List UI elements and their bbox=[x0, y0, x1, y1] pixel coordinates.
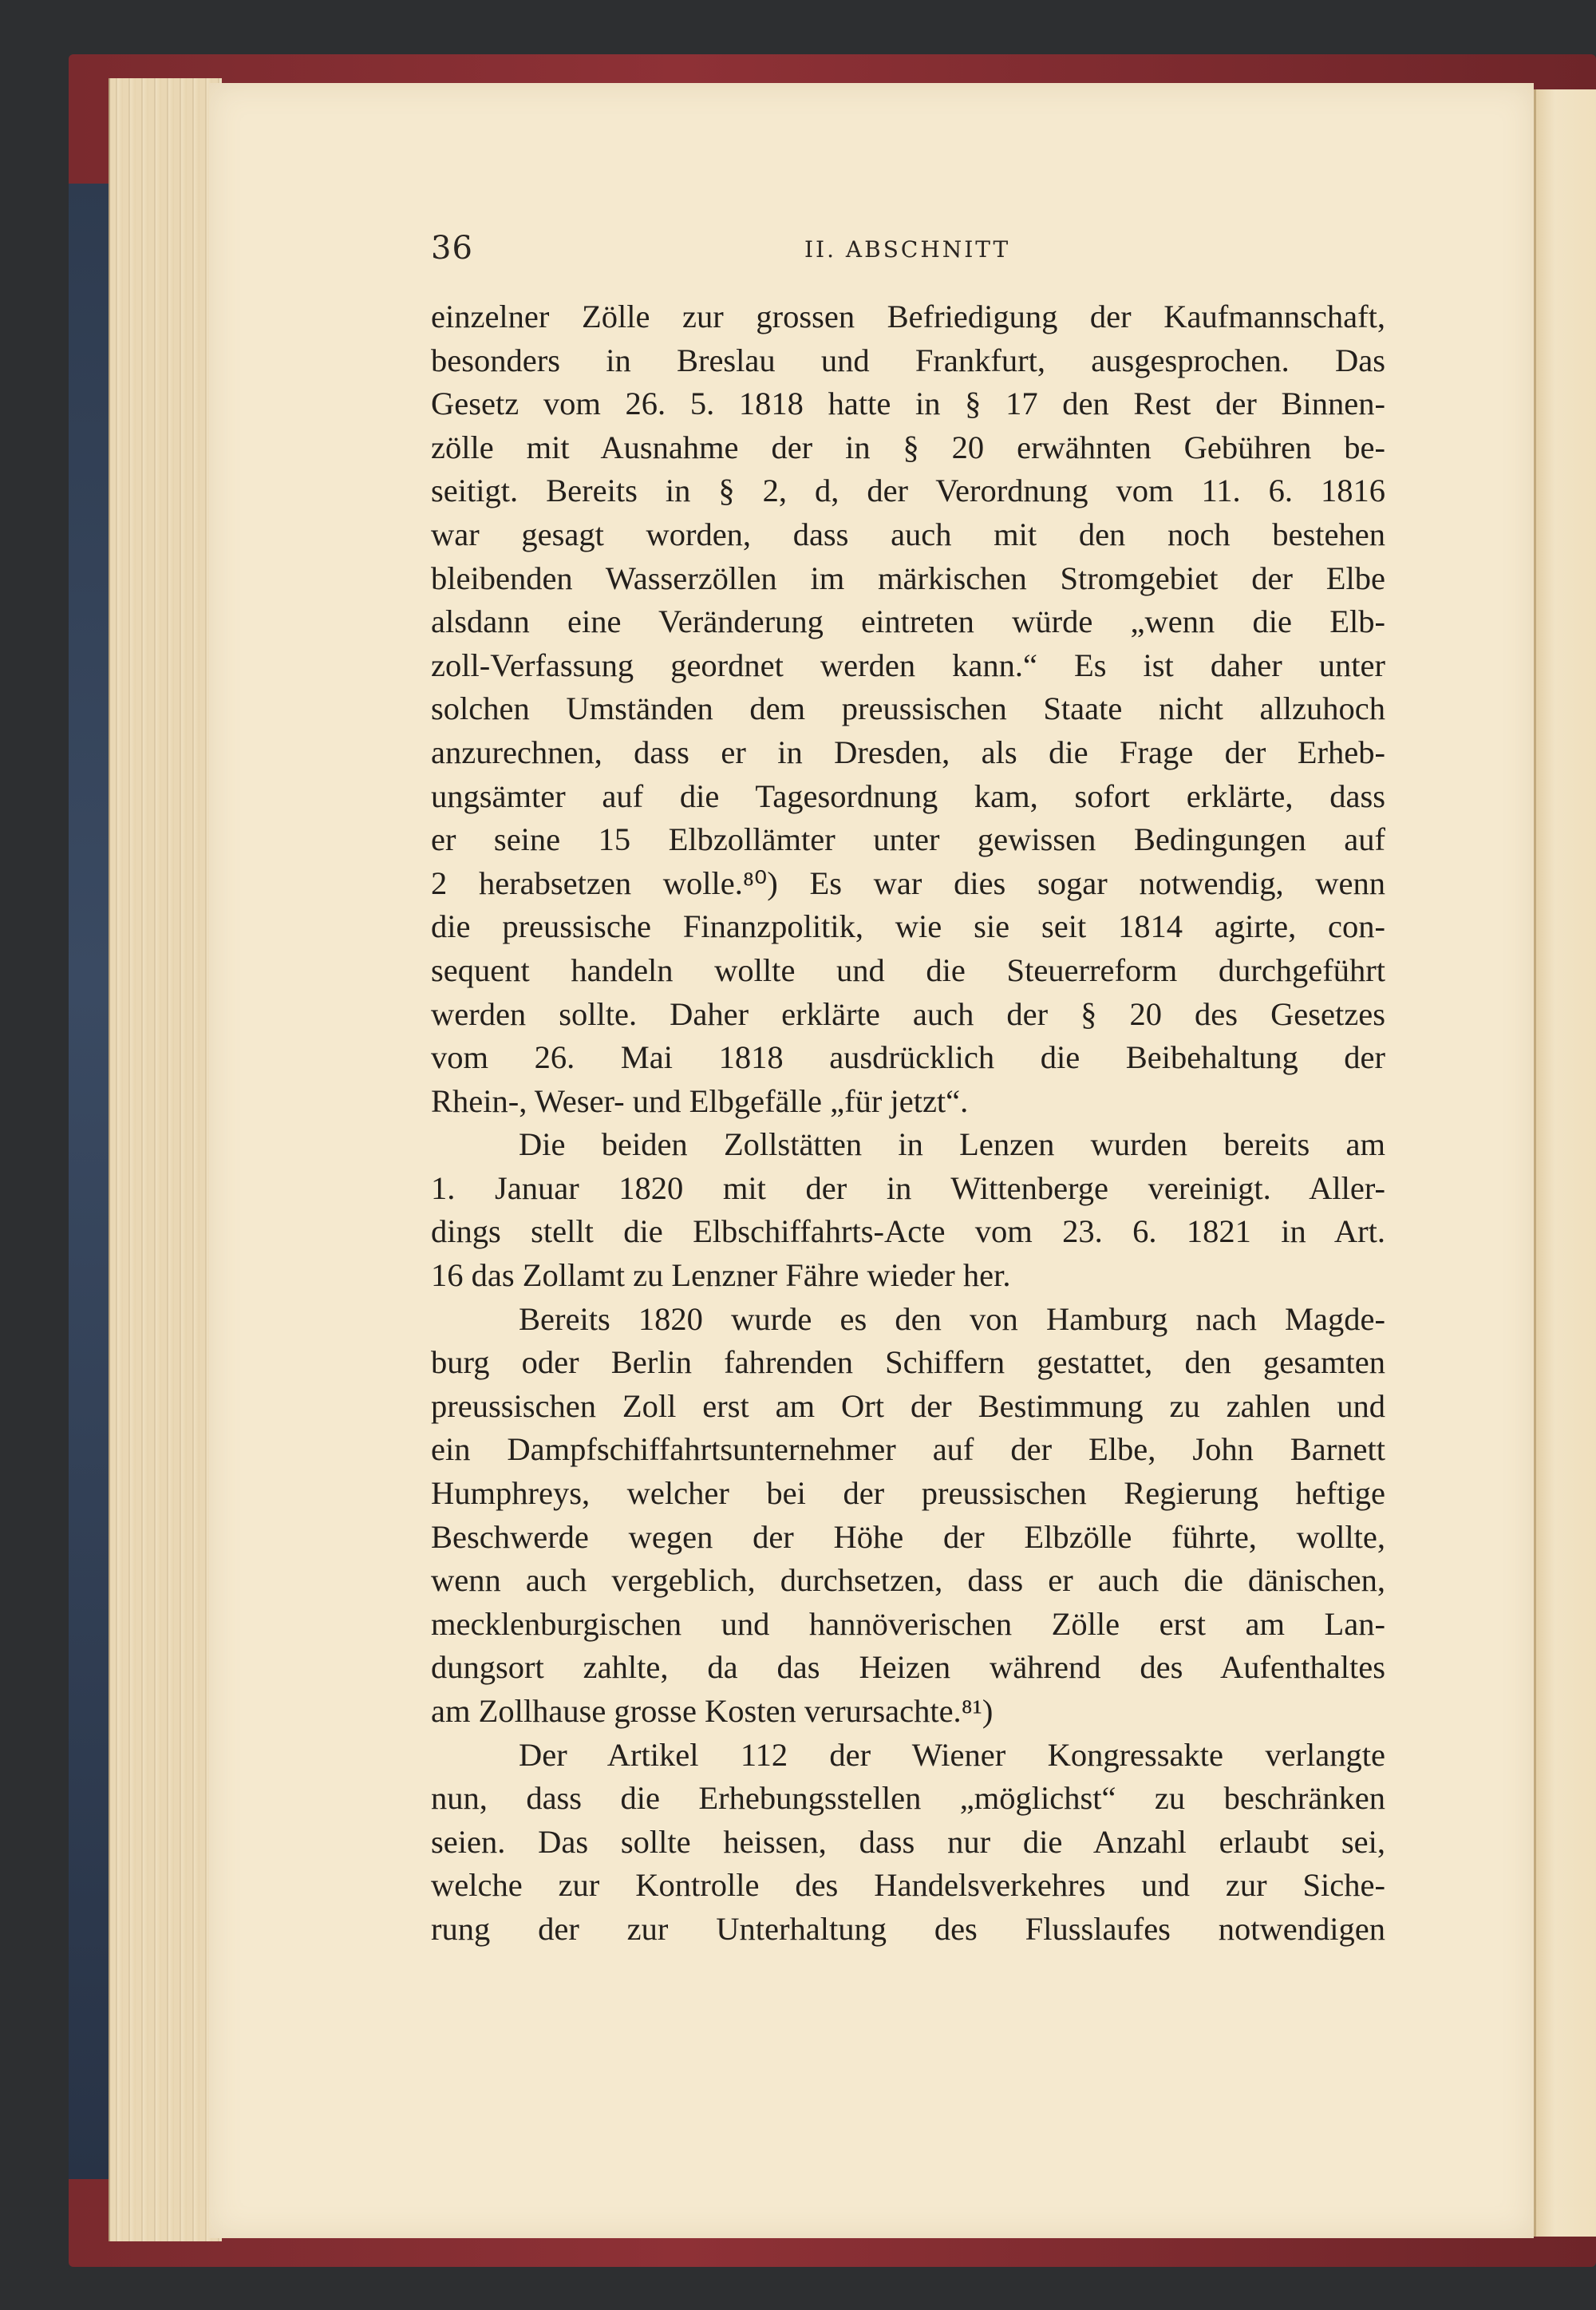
text-line: zoll-Verfassung geordnet werden kann.“ Es ist daher unter bbox=[431, 647, 1385, 683]
text-line: er seine 15 Elbzollämter unter gewissen Bedingungen auf bbox=[431, 821, 1385, 858]
page-number: 36 bbox=[431, 230, 473, 267]
text-line: vom 26. Mai 1818 ausdrücklich die Beibehaltung der bbox=[431, 1039, 1385, 1076]
text-line: 2 herabsetzen wolle.⁸⁰) Es war dies sogar notwendig, wenn bbox=[431, 864, 1385, 901]
text-line: solchen Umständen dem preussischen Staate nicht allzuhoch bbox=[431, 690, 1385, 727]
text-line: burg oder Berlin fahrenden Schiffern gestattet, den gesamten bbox=[431, 1344, 1385, 1381]
text-line: 16 das Zollamt zu Lenzner Fähre wieder her. bbox=[431, 1257, 1011, 1294]
text-line: nun, dass die Erhebungsstellen „möglichst“ zu beschränken bbox=[431, 1780, 1385, 1817]
text-line: sequent handeln wollte und die Steuerreform durchgeführt bbox=[431, 951, 1385, 988]
body-text bbox=[431, 295, 1385, 1952]
text-line: zölle mit Ausnahme der in § 20 erwähnten Gebühren be- bbox=[431, 429, 1385, 465]
text-line: Beschwerde wegen der Höhe der Elbzölle führte, wollte, bbox=[431, 1518, 1385, 1555]
text-line: Gesetz vom 26. 5. 1818 hatte in § 17 den Rest der Binnen- bbox=[431, 386, 1385, 422]
text-line: seitigt. Bereits in § 2, d, der Verordnung vom 11. 6. 1816 bbox=[431, 473, 1385, 509]
running-head: II. ABSCHNITT bbox=[804, 236, 1011, 263]
text-line: mecklenburgischen und hannöverischen Zölle erst am Lan- bbox=[431, 1605, 1385, 1642]
text-line: Bereits 1820 wurde es den von Hamburg nach Magde- bbox=[519, 1300, 1385, 1337]
page-header bbox=[431, 230, 1389, 278]
text-line: Die beiden Zollstätten in Lenzen wurden bereits am bbox=[519, 1126, 1385, 1163]
text-line: Der Artikel 112 der Wiener Kongressakte verlangte bbox=[519, 1736, 1385, 1773]
text-line: rung der zur Unterhaltung des Flusslaufes notwendigen bbox=[431, 1910, 1385, 1947]
text-line: seien. Das sollte heissen, dass nur die Anzahl erlaubt sei, bbox=[431, 1823, 1385, 1860]
text-line: einzelner Zölle zur grossen Befriedigung der Kaufmannschaft, bbox=[431, 299, 1385, 334]
text-line: Rhein-, Weser- und Elbgefälle „für jetzt“. bbox=[431, 1082, 969, 1119]
text-line: ein Dampfschiffahrtsunternehmer auf der Elbe, John Barnett bbox=[431, 1431, 1385, 1468]
text-line: welche zur Kontrolle des Handelsverkehres und zur Siche- bbox=[431, 1867, 1385, 1904]
text-line: ungsämter auf die Tagesordnung kam, sofort erklärte, dass bbox=[431, 777, 1385, 814]
text-line: wenn auch vergeblich, durchsetzen, dass er auch die dänischen, bbox=[431, 1562, 1385, 1599]
text-line: bleibenden Wasserzöllen im märkischen Stromgebiet der Elbe bbox=[431, 560, 1385, 596]
page-edges-left bbox=[109, 78, 222, 2241]
text-line: war gesagt worden, dass auch mit den noch bestehen bbox=[431, 516, 1385, 552]
text-line: dings stellt die Elbschiffahrts-Acte vom 23. 6. 1821 in Art. bbox=[431, 1213, 1385, 1250]
text-line: am Zollhause grosse Kosten verursachte.⁸¹) bbox=[431, 1693, 994, 1729]
cover-spine-band bbox=[69, 184, 109, 2179]
text-line: preussischen Zoll erst am Ort der Bestimmung zu zahlen und bbox=[431, 1387, 1385, 1424]
text-line: anzurechnen, dass er in Dresden, als die Frage der Erheb- bbox=[431, 734, 1385, 770]
text-line: Humphreys, welcher bei der preussischen Regierung heftige bbox=[431, 1475, 1385, 1512]
text-line: alsdann eine Veränderung eintreten würde „wenn die Elb- bbox=[431, 603, 1385, 640]
text-line: besonders in Breslau und Frankfurt, ausgesprochen. Das bbox=[431, 342, 1385, 378]
facing-page-edge bbox=[1534, 89, 1596, 2237]
text-line: 1. Januar 1820 mit der in Wittenberge vereinigt. Aller- bbox=[431, 1169, 1385, 1206]
text-line: die preussische Finanzpolitik, wie sie seit 1814 agirte, con- bbox=[431, 908, 1385, 945]
text-line: werden sollte. Daher erklärte auch der § 20 des Gesetzes bbox=[431, 995, 1385, 1032]
text-line: dungsort zahlte, da das Heizen während des Aufenthaltes bbox=[431, 1649, 1385, 1686]
